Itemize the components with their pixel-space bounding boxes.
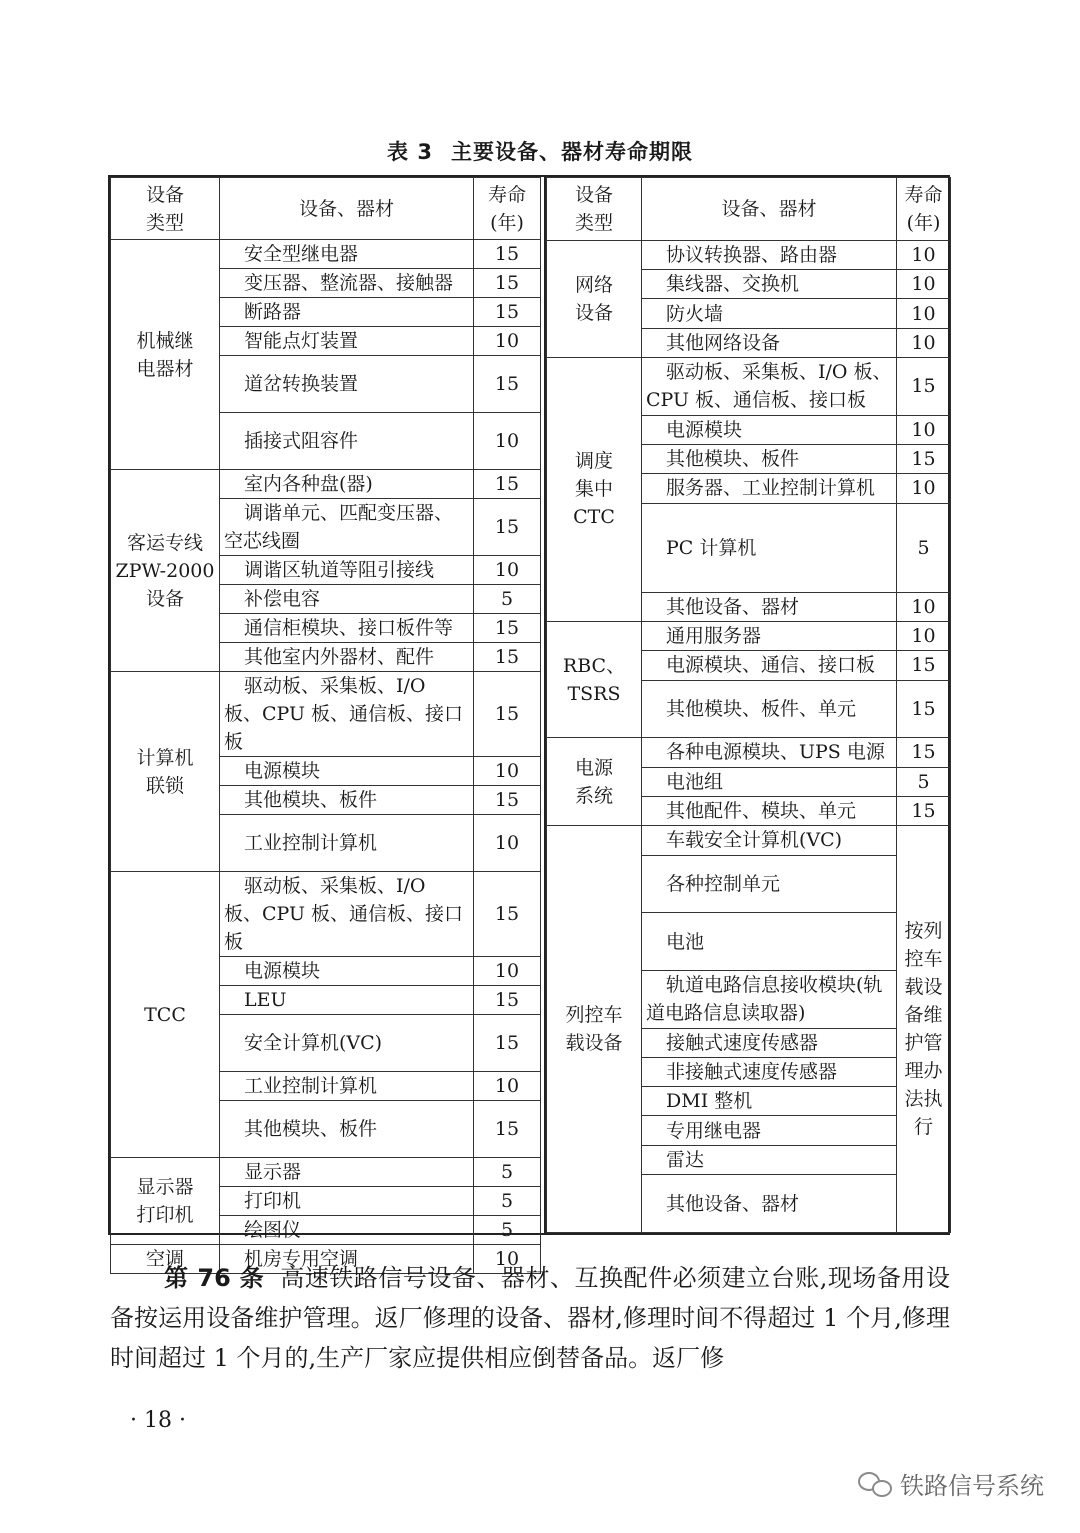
- header-item: 设备、器材: [220, 178, 474, 240]
- item-cell: 变压器、整流器、接触器: [220, 269, 474, 298]
- category-cell: 电源 系统: [547, 738, 642, 826]
- table-row: [547, 621, 951, 650]
- table-row: [111, 1158, 541, 1187]
- life-cell: 15: [897, 680, 951, 738]
- life-cell: 5: [474, 1187, 541, 1216]
- life-cell: 10: [474, 327, 541, 356]
- item-cell: 其他模块、板件: [220, 786, 474, 815]
- item-cell: 电源模块: [642, 415, 897, 444]
- item-cell: 其他设备、器材: [642, 592, 897, 621]
- item-cell: DMI 整机: [642, 1087, 897, 1116]
- item-cell: 安全型继电器: [220, 240, 474, 269]
- life-cell: 5: [474, 1216, 541, 1245]
- item-cell: 道岔转换装置: [220, 356, 474, 413]
- category-cell: 网络 设备: [547, 240, 642, 357]
- category-cell: RBC、 TSRS: [547, 621, 642, 737]
- item-cell: 各种电源模块、UPS 电源: [642, 738, 897, 767]
- item-cell: 断路器: [220, 298, 474, 327]
- item-cell: LEU: [220, 986, 474, 1015]
- item-cell: 通用服务器: [642, 621, 897, 650]
- item-cell: 显示器: [220, 1158, 474, 1187]
- life-cell: 15: [474, 269, 541, 298]
- life-cell: 10: [474, 815, 541, 872]
- life-cell: 5: [474, 585, 541, 614]
- header-life: 寿命 (年): [474, 178, 541, 240]
- item-cell: 电源模块、通信、接口板: [642, 651, 897, 680]
- item-cell: 工业控制计算机: [220, 1072, 474, 1101]
- article-paragraph: [110, 1258, 950, 1378]
- life-cell: 5: [897, 503, 951, 592]
- item-cell: 防火墙: [642, 299, 897, 328]
- management-note-cell: 按列 控车 载设 备维 护管 理办 法执 行: [897, 826, 951, 1233]
- header-row: [111, 178, 541, 240]
- item-cell: 安全计算机(VC): [220, 1015, 474, 1072]
- life-cell: 15: [474, 1015, 541, 1072]
- item-cell: 机房专用空调: [220, 1245, 474, 1274]
- item-cell: 工业控制计算机: [220, 815, 474, 872]
- category-cell: 客运专线 ZPW-2000 设备: [111, 470, 220, 672]
- article-text: 高速铁路信号设备、器材、互换配件必须建立台账,现场备用设备按运用设备维护管理。返厂修理的设备、器材,修理时间不得超过 1 个月,修理时间超过 1 个月的,生产厂家应提供相应倒替备品。返厂修: [110, 1264, 950, 1372]
- life-cell: 15: [897, 738, 951, 767]
- life-cell: 10: [897, 474, 951, 503]
- life-cell: 10: [474, 413, 541, 470]
- table-row: [547, 358, 951, 416]
- life-cell: 10: [897, 592, 951, 621]
- life-cell: 15: [474, 298, 541, 327]
- item-cell: 驱动板、采集板、I/O 板、CPU 板、通信板、接口板: [220, 672, 474, 757]
- wechat-icon: [858, 1470, 892, 1498]
- life-cell: 10: [474, 1245, 541, 1274]
- item-cell: 电源模块: [220, 957, 474, 986]
- item-cell: 服务器、工业控制计算机: [642, 474, 897, 503]
- life-cell: 15: [897, 796, 951, 825]
- table-row: [547, 738, 951, 767]
- item-cell: PC 计算机: [642, 503, 897, 592]
- item-cell: 非接触式速度传感器: [642, 1057, 897, 1086]
- table-row: [547, 826, 951, 855]
- table-row: [111, 470, 541, 499]
- life-cell: 15: [474, 643, 541, 672]
- life-cell: 15: [897, 358, 951, 416]
- right-table: [544, 177, 950, 1233]
- life-cell: 15: [897, 444, 951, 473]
- table-row: [111, 872, 541, 957]
- life-cell: 10: [897, 415, 951, 444]
- item-cell: 驱动板、采集板、I/O 板、CPU 板、通信板、接口板: [220, 872, 474, 957]
- category-cell: 空调: [111, 1245, 220, 1274]
- life-cell: 15: [474, 786, 541, 815]
- table-number: 表 3: [387, 140, 433, 164]
- category-cell: 列控车 载设备: [547, 826, 642, 1233]
- header-row: [547, 178, 951, 241]
- life-cell: 15: [474, 614, 541, 643]
- category-cell: 显示器 打印机: [111, 1158, 220, 1245]
- life-cell: 15: [474, 672, 541, 757]
- header-type: 设备 类型: [111, 178, 220, 240]
- header-type: 设备 类型: [547, 178, 642, 241]
- item-cell: 调谐区轨道等阻引接线: [220, 556, 474, 585]
- watermark-text: 铁路信号系统: [900, 1472, 1044, 1500]
- item-cell: 通信柜模块、接口板件等: [220, 614, 474, 643]
- item-cell: 其他室内外器材、配件: [220, 643, 474, 672]
- life-cell: 15: [474, 356, 541, 413]
- life-cell: 10: [474, 957, 541, 986]
- life-cell: 15: [474, 872, 541, 957]
- item-cell: 电池组: [642, 767, 897, 796]
- item-cell: 其他网络设备: [642, 328, 897, 357]
- header-life: 寿命 (年): [897, 178, 951, 241]
- item-cell: 其他模块、板件: [220, 1101, 474, 1158]
- item-cell: 轨道电路信息接收模块(轨道电路信息读取器): [642, 970, 897, 1028]
- item-cell: 其他配件、模块、单元: [642, 796, 897, 825]
- item-cell: 插接式阻容件: [220, 413, 474, 470]
- life-cell: 5: [474, 1158, 541, 1187]
- life-cell: 10: [897, 240, 951, 269]
- life-cell: 10: [897, 621, 951, 650]
- page-number: · 18 ·: [130, 1408, 186, 1433]
- life-cell: 10: [897, 328, 951, 357]
- life-cell: 15: [474, 240, 541, 269]
- item-cell: 打印机: [220, 1187, 474, 1216]
- life-cell: 15: [474, 470, 541, 499]
- category-cell: 调度 集中 CTC: [547, 358, 642, 622]
- item-cell: 电池: [642, 913, 897, 971]
- category-cell: 机械继 电器材: [111, 240, 220, 470]
- right-table-grid: [546, 177, 951, 1233]
- item-cell: 调谐单元、匹配变压器、空芯线圈: [220, 499, 474, 556]
- table-row: [547, 240, 951, 269]
- table-title: 主要设备、器材寿命期限: [450, 140, 693, 164]
- category-cell: TCC: [111, 872, 220, 1158]
- item-cell: 智能点灯装置: [220, 327, 474, 356]
- item-cell: 集线器、交换机: [642, 270, 897, 299]
- life-cell: 15: [474, 986, 541, 1015]
- item-cell: 车载安全计算机(VC): [642, 826, 897, 855]
- item-cell: 雷达: [642, 1145, 897, 1174]
- item-cell: 绘图仪: [220, 1216, 474, 1245]
- item-cell: 驱动板、采集板、I/O 板、CPU 板、通信板、接口板: [642, 358, 897, 416]
- life-cell: 10: [474, 1072, 541, 1101]
- item-cell: 专用继电器: [642, 1116, 897, 1145]
- item-cell: 其他模块、板件: [642, 444, 897, 473]
- table-row: [111, 240, 541, 269]
- table-caption: [0, 136, 1080, 166]
- life-cell: 15: [897, 651, 951, 680]
- item-cell: 协议转换器、路由器: [642, 240, 897, 269]
- item-cell: 各种控制单元: [642, 855, 897, 913]
- category-cell: 计算机 联锁: [111, 672, 220, 872]
- left-table: [110, 177, 540, 1270]
- life-cell: 15: [474, 499, 541, 556]
- header-item: 设备、器材: [642, 178, 897, 241]
- table-row: [111, 672, 541, 757]
- life-cell: 10: [474, 556, 541, 585]
- item-cell: 补偿电容: [220, 585, 474, 614]
- life-cell: 10: [474, 757, 541, 786]
- equipment-life-table: [108, 175, 950, 1270]
- left-table-grid: [110, 177, 541, 1274]
- watermark: [858, 1466, 1044, 1501]
- life-cell: 15: [474, 1101, 541, 1158]
- article-number: 第 76 条: [164, 1264, 265, 1292]
- item-cell: 电源模块: [220, 757, 474, 786]
- item-cell: 室内各种盘(器): [220, 470, 474, 499]
- item-cell: 其他模块、板件、单元: [642, 680, 897, 738]
- life-cell: 10: [897, 270, 951, 299]
- life-cell: 10: [897, 299, 951, 328]
- item-cell: 接触式速度传感器: [642, 1028, 897, 1057]
- life-cell: 5: [897, 767, 951, 796]
- item-cell: 其他设备、器材: [642, 1175, 897, 1233]
